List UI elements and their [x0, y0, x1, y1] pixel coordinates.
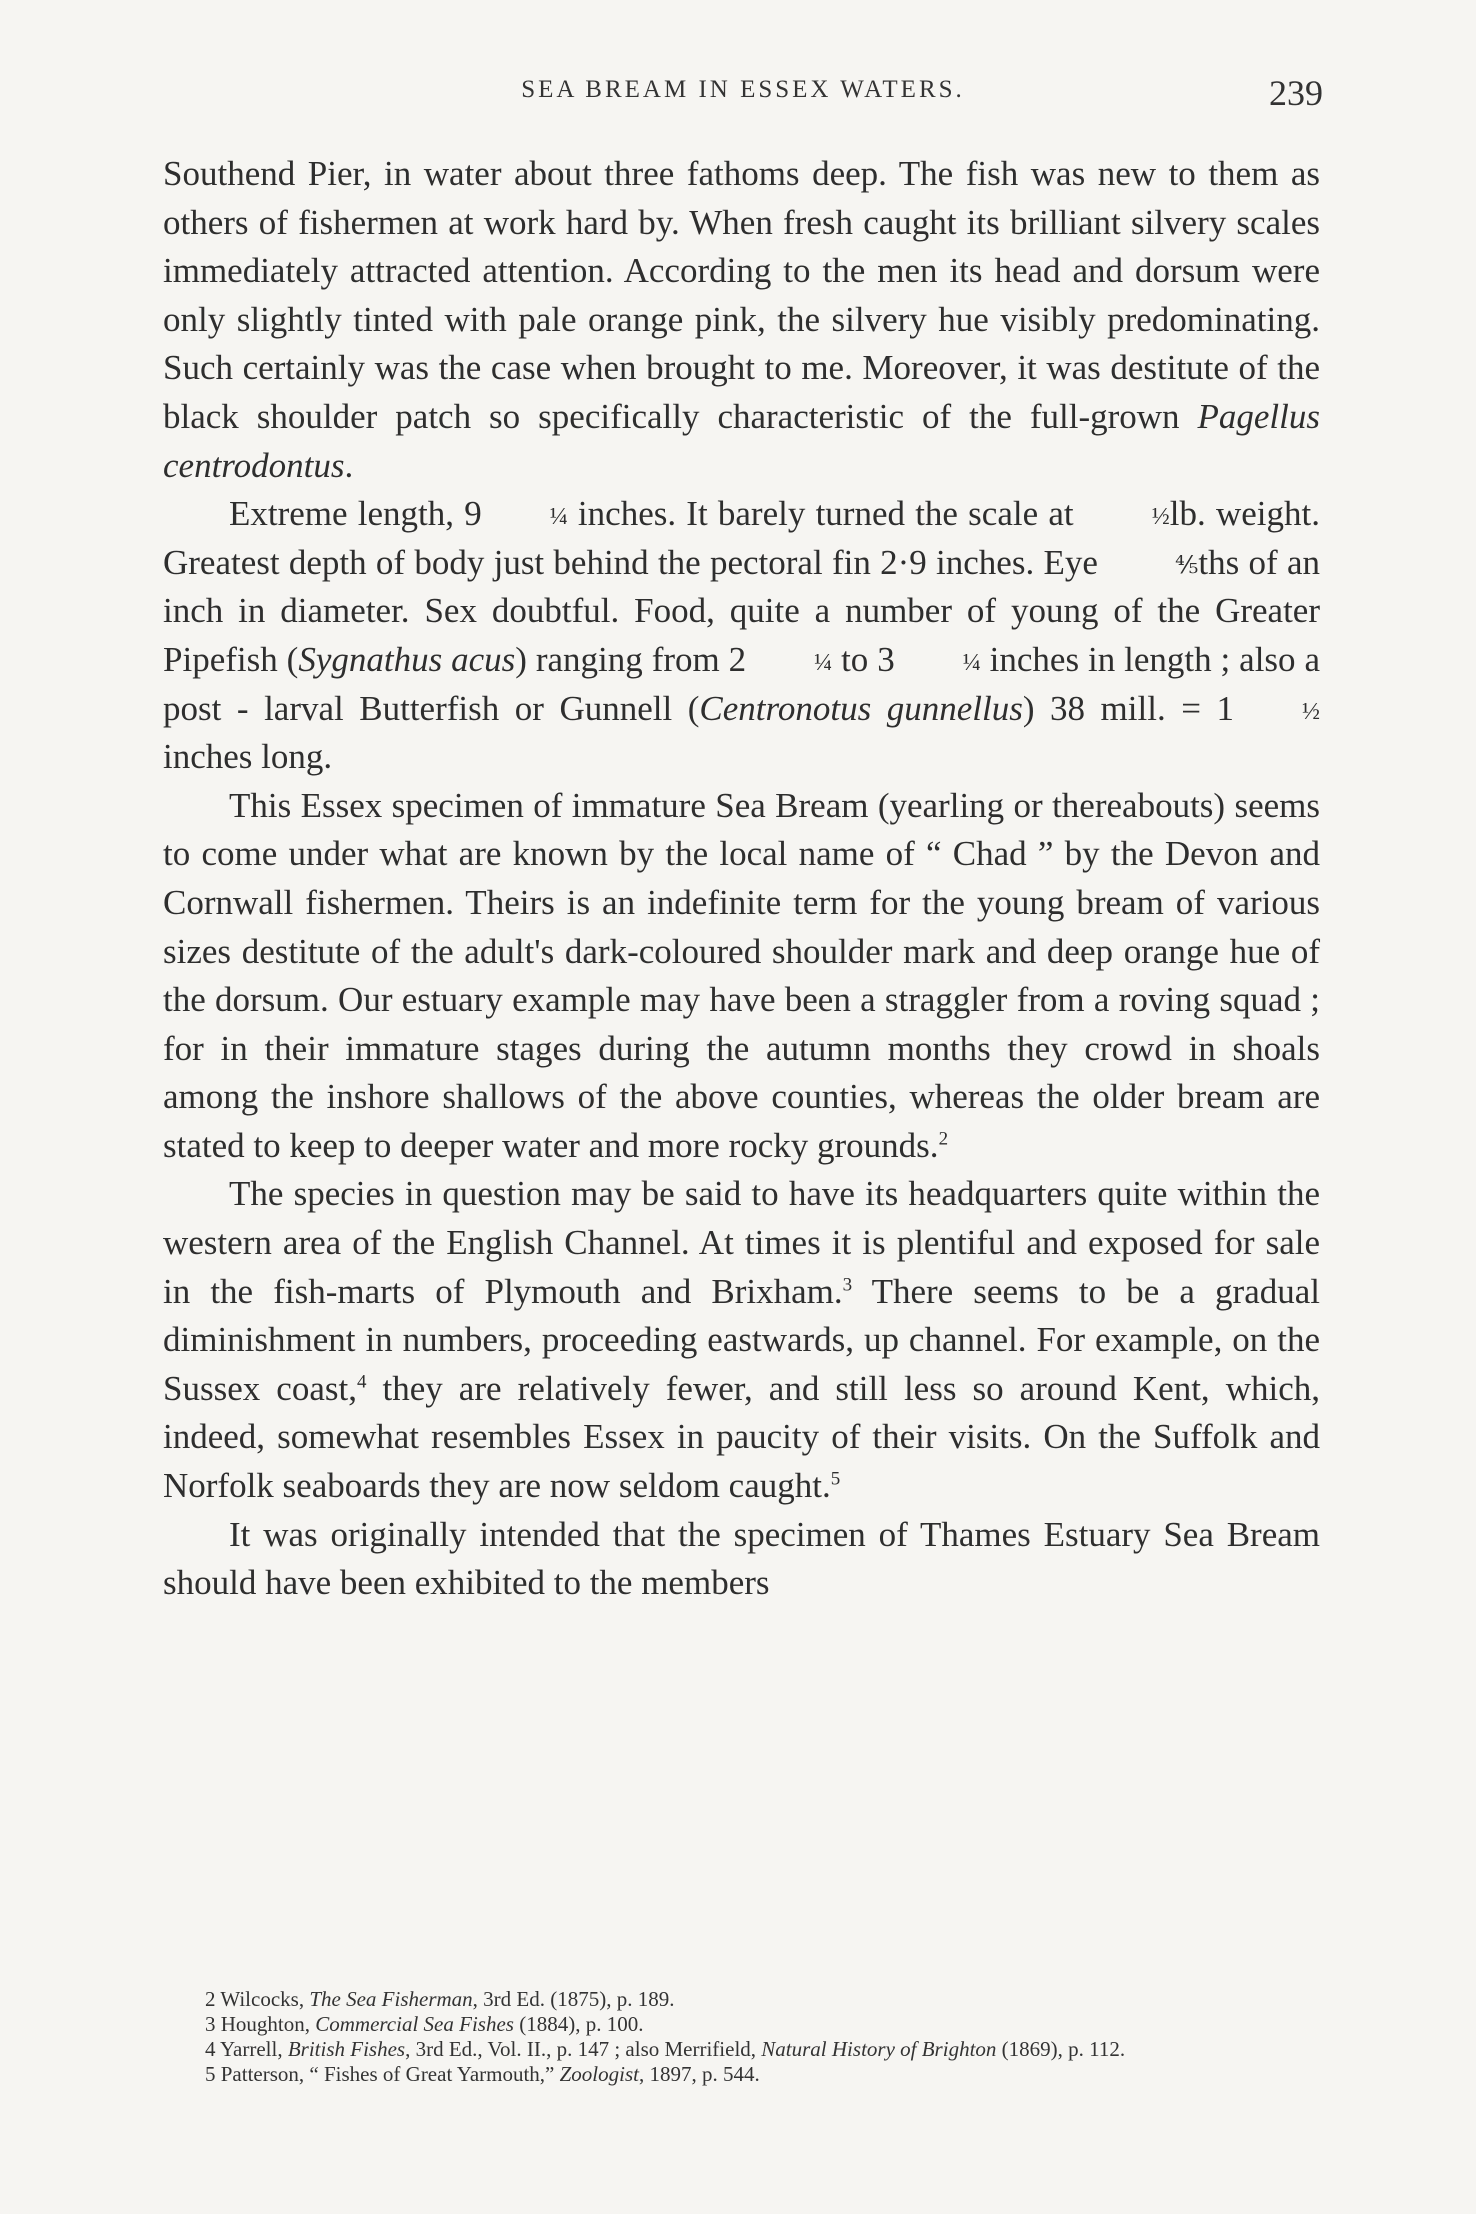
footnote	[163, 2037, 1320, 2062]
text-run: This Essex specimen of immature Sea Bream (yearling or thereabouts) seems to come under what are known by the local name of “ Chad ” by the Devon and Cornwall fishermen. Theirs is an indefinite term for the young bream of various sizes destitute of the adult's dark-coloured shoulder mark and deep orange hue of the dorsum. Our estuary example may have been a straggler from a roving squad ; for in their immature stages during the autumn months they crowd in shoals among the inshore shallows of the above counties, whereas the older bream are stated to keep to deeper water and more rocky grounds.	[163, 785, 1320, 1165]
text-run: , 3rd Ed., Vol. II., p. 147 ; also Merrifield,	[405, 2037, 762, 2061]
body-text	[163, 150, 1320, 1608]
fraction: ½	[1302, 698, 1320, 725]
italic-text: Sygnathus acus	[298, 639, 516, 679]
paragraph	[163, 1170, 1320, 1510]
text-run: 5 Patterson, “ Fishes of Great Yarmouth,”	[205, 2062, 560, 2086]
text-run: Southend Pier, in water about three fathoms deep. The fish was new to them as others of fishermen at work hard by. When fresh caught its brilliant silvery scales immediately attracted attention. According to the men its head and dorsum were only slightly tinted with pale orange pink, the silvery hue visibly predominating. Such certainly was the case when brought to me. Moreover, it was destitute of the black shoulder patch so specifically characteristic of the full-grown	[163, 154, 1320, 436]
italic-text: Centronotus gunnellus	[699, 688, 1023, 728]
italic-text: Pagellus centrodontus	[163, 396, 1320, 485]
fraction: ⅘	[1175, 552, 1199, 579]
fraction: ½	[1151, 504, 1170, 531]
text-run: they are relatively fewer, and still less so around Kent, which, indeed, somewhat resembles Essex in paucity of their visits. On the Suffolk and Norfolk seaboards they are now seldom caught.	[163, 1368, 1321, 1506]
footnotes	[163, 1987, 1320, 2087]
text-run: (1869), p. 112.	[996, 2037, 1126, 2061]
paragraph	[163, 1511, 1320, 1608]
text-run: ths of an inch in diameter. Sex doubtful. Food, quite a number of young of the Greater Pipefish (	[163, 542, 1320, 679]
text-run: inches long.	[163, 737, 333, 777]
text-run: lb. weight. Greatest depth of body just behind the pectoral fin 2·9 inches. Eye	[163, 494, 1320, 582]
text-run: Extreme length, 9	[229, 494, 482, 534]
text-run: inches in length ; also a post - larval Butterfish or Gunnell (	[163, 639, 1321, 728]
footnote	[163, 2062, 1320, 2087]
text-run: inches. It barely turned the scale at	[567, 494, 1084, 534]
text-run: 2 Wilcocks,	[205, 1987, 310, 2011]
text-run: 4 Yarrell,	[205, 2037, 288, 2061]
text-run: It was originally intended that the specimen of Thames Estuary Sea Bream should have been exhibited to the members	[163, 1514, 1320, 1603]
text-run: , 3rd Ed. (1875), p. 189.	[472, 1987, 675, 2011]
text-run: ) 38 mill. = 1	[1022, 688, 1234, 728]
footnote-ref: 3	[842, 1274, 853, 1295]
italic-text: Zoologist	[559, 2062, 639, 2086]
fraction: ¼	[962, 649, 981, 676]
text-run: The species in question may be said to have its headquarters quite within the western area of the English Channel. At times it is plentiful and exposed for sale in the fish-marts of Plymouth and Brixham.	[163, 1174, 1320, 1311]
italic-text: The Sea Fisherman	[309, 1987, 473, 2011]
page-number: 239	[1269, 73, 1323, 113]
footnote-ref: 4	[356, 1371, 367, 1393]
footnote-ref: 5	[830, 1468, 841, 1490]
text-run: , 1897, p. 544.	[638, 2062, 760, 2086]
footnote	[163, 1987, 1320, 2012]
fraction: ¼	[549, 504, 568, 531]
paragraph	[163, 150, 1320, 490]
italic-text: British Fishes	[287, 2037, 406, 2061]
paragraph	[163, 782, 1320, 1171]
text-run: .	[344, 445, 354, 485]
fraction: ¼	[814, 649, 833, 676]
text-run: 3 Houghton,	[205, 2012, 316, 2036]
text-run: to 3	[832, 639, 895, 679]
footnote-ref: 2	[938, 1128, 949, 1150]
running-title: SEA BREAM IN ESSEX WATERS.	[521, 76, 965, 103]
running-head	[163, 72, 1323, 122]
italic-text: Commercial Sea Fishes	[315, 2012, 514, 2036]
text-run: ) ranging from 2	[515, 639, 747, 679]
text-run: There seems to be a gradual diminishment in numbers, proceeding eastwards, up channel. For example, on the Sussex coast,	[163, 1271, 1320, 1408]
text-run: (1884), p. 100.	[513, 2012, 644, 2036]
paragraph	[163, 490, 1320, 782]
italic-text: Natural History of Brighton	[761, 2037, 997, 2061]
footnote	[163, 2012, 1320, 2037]
